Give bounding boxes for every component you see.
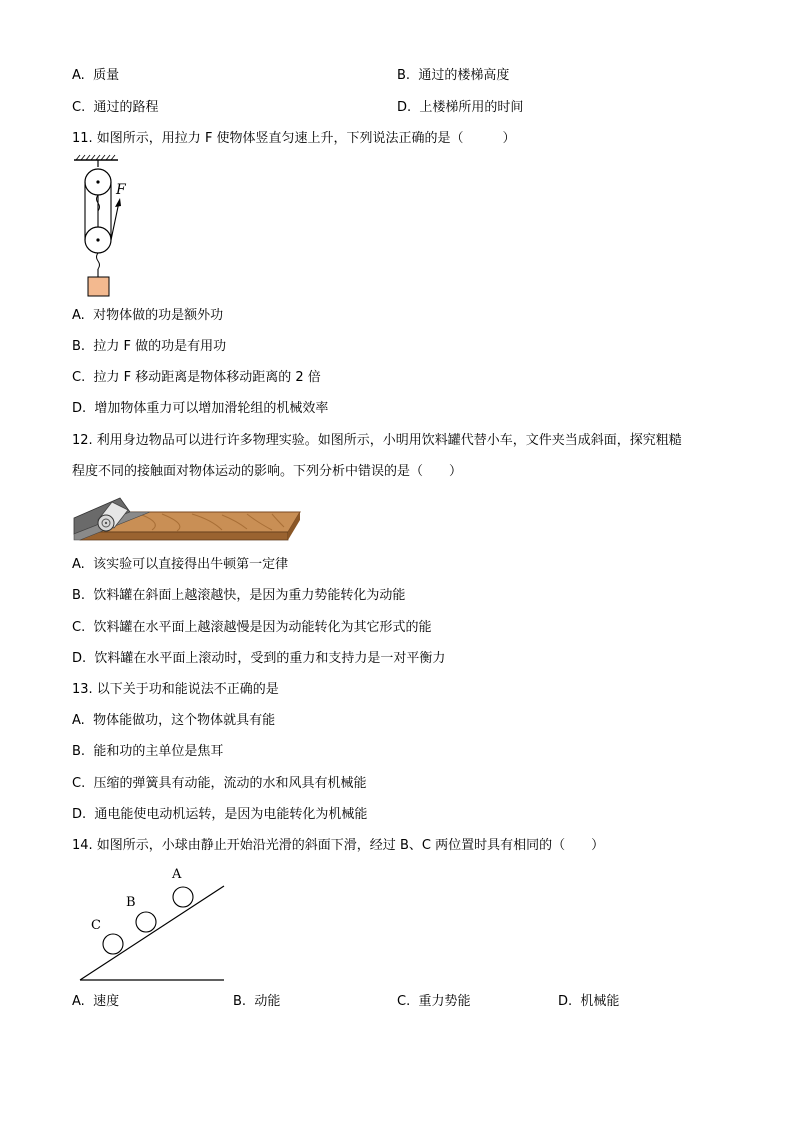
q13-option-b: B. 能和功的主单位是焦耳 xyxy=(72,744,224,759)
q14-option-b: B. 动能 xyxy=(233,994,281,1009)
q12-stem-line2: 程度不同的接触面对物体运动的影响。下列分析中错误的是（ ） xyxy=(72,464,463,479)
q12-option-a: A. 该实验可以直接得出牛顿第一定律 xyxy=(72,557,289,572)
q10-option-a: A. 质量 xyxy=(72,68,120,83)
q13-stem: 13. 以下关于功和能说法不正确的是 xyxy=(72,682,279,697)
q14-stem: 14. 如图所示，小球由静止开始沿光滑的斜面下滑，经过 B、C 两位置时具有相同的（ ） xyxy=(72,838,605,853)
q11-option-c: C. 拉力 F 移动距离是物体移动距离的 2 倍 xyxy=(72,370,321,385)
q12-option-c: C. 饮料罐在水平面上越滚越慢是因为动能转化为其它形式的能 xyxy=(72,620,432,635)
label-a: A xyxy=(172,867,182,882)
q12-option-d: D. 饮料罐在水平面上滚动时，受到的重力和支持力是一对平衡力 xyxy=(72,651,446,666)
incline-can-figure xyxy=(72,490,304,550)
force-label: F xyxy=(116,182,126,198)
q13-option-c: C. 压缩的弹簧具有动能，流动的水和风具有机械能 xyxy=(72,776,367,791)
q11-option-a: A. 对物体做的功是额外功 xyxy=(72,308,224,323)
q11-stem: 11. 如图所示，用拉力 F 使物体竖直匀速上升，下列说法正确的是（ ） xyxy=(72,131,516,146)
q11-option-b: B. 拉力 F 做的功是有用功 xyxy=(72,339,227,354)
q14-option-d: D. 机械能 xyxy=(558,994,620,1009)
q11-option-d: D. 增加物体重力可以增加滑轮组的机械效率 xyxy=(72,401,329,416)
pulley-figure xyxy=(70,154,140,300)
q10-option-c: C. 通过的路程 xyxy=(72,100,159,115)
label-b: B xyxy=(126,895,136,910)
q10-option-d: D. 上楼梯所用的时间 xyxy=(397,100,524,115)
q14-option-a: A. 速度 xyxy=(72,994,120,1009)
q10-option-b: B. 通过的楼梯高度 xyxy=(397,68,510,83)
incline-balls-figure xyxy=(76,862,228,984)
label-c: C xyxy=(91,918,101,933)
q12-option-b: B. 饮料罐在斜面上越滚越快，是因为重力势能转化为动能 xyxy=(72,588,406,603)
q13-option-a: A. 物体能做功，这个物体就具有能 xyxy=(72,713,276,728)
q13-option-d: D. 通电能使电动机运转，是因为电能转化为机械能 xyxy=(72,807,368,822)
q14-option-c: C. 重力势能 xyxy=(397,994,471,1009)
q12-stem-line1: 12. 利用身边物品可以进行许多物理实验。如图所示，小明用饮料罐代替小车，文件夹当成斜面，探究粗糙 xyxy=(72,433,682,448)
